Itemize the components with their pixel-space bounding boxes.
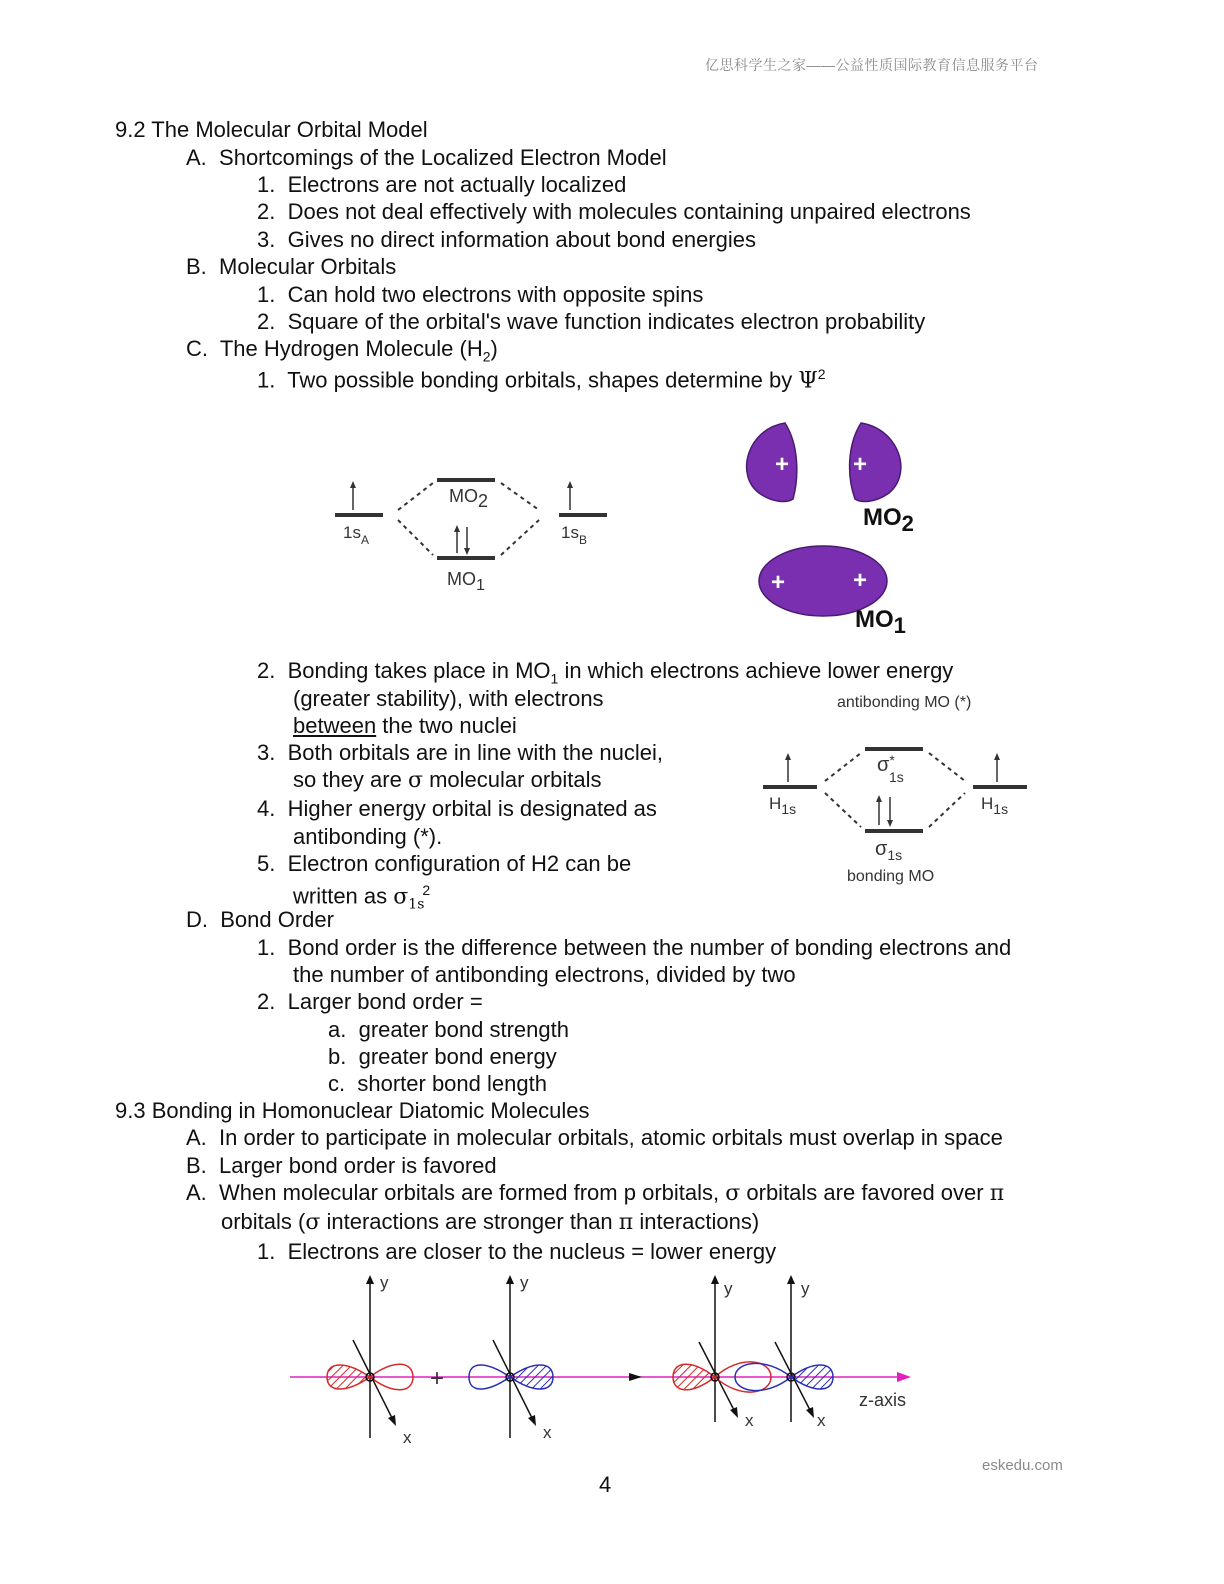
arrowhead <box>506 1275 514 1284</box>
mo2-lobe-left <box>747 423 797 501</box>
plus-sign: + <box>853 567 868 594</box>
arrowhead <box>464 548 470 555</box>
y-label: y <box>520 1273 529 1292</box>
list-item <box>257 281 703 308</box>
marker: C. <box>186 336 208 361</box>
red-hatched-lobe <box>673 1364 715 1390</box>
sub-item <box>328 1070 547 1097</box>
arrowhead <box>887 820 893 827</box>
sub-item <box>328 1043 557 1070</box>
sigma-symbol: σ <box>305 1210 321 1235</box>
x-label: x <box>745 1411 754 1430</box>
list-item <box>257 795 657 822</box>
outline-A <box>186 144 667 171</box>
item-text: written as <box>293 883 394 909</box>
item-text: Square of the orbital's wave function indicates electron probability <box>287 309 926 334</box>
marker: A. <box>186 1180 207 1205</box>
x-label: x <box>543 1423 552 1442</box>
sigma-star-label: σ* <box>877 752 895 776</box>
item-number: 1. <box>257 1239 276 1264</box>
sigma-symbol: σ <box>407 768 423 793</box>
outline-text: interactions are stronger than <box>320 1209 619 1234</box>
item-text: Bonding takes place in MO <box>287 658 551 683</box>
superscript: 2 <box>422 882 431 898</box>
outline-text: Bond Order <box>220 907 334 932</box>
connector-dash <box>929 793 965 827</box>
item-continuation <box>293 766 602 794</box>
pi-symbol: π <box>989 1181 1005 1206</box>
psi-symbol: Ψ <box>798 368 818 394</box>
item-number: 2. <box>257 309 276 334</box>
orbital-shapes-figure <box>735 415 935 640</box>
outline-text: In order to participate in molecular orbitals, atomic orbitals must overlap in space <box>219 1125 1003 1150</box>
item-number: 4. <box>257 796 276 821</box>
marker: D. <box>186 907 208 932</box>
arrowhead <box>454 525 460 532</box>
item-letter: b. <box>328 1044 347 1069</box>
sigma-symbol: σ <box>393 884 409 910</box>
item-text: Electron configuration of H2 can be <box>287 851 632 876</box>
list-item <box>257 739 663 766</box>
item-text: molecular orbitals <box>422 767 602 792</box>
list-item <box>257 361 825 394</box>
pi-symbol: π <box>618 1210 634 1235</box>
y-label: y <box>724 1279 733 1298</box>
item-number: 2. <box>257 989 276 1014</box>
outline-text: Shortcomings of the Localized Electron Model <box>219 145 667 170</box>
arrowhead <box>787 1275 795 1284</box>
z-axis-arrowhead <box>897 1372 911 1382</box>
item-text: Larger bond order = <box>287 989 483 1014</box>
arrowhead <box>388 1415 396 1426</box>
connector-dash <box>825 753 861 781</box>
sigma-star-subscript: 1s <box>889 769 904 785</box>
item-text: Two possible bonding orbitals, shapes determine by <box>287 367 799 393</box>
item-number: 1. <box>257 367 276 393</box>
underlined-word: between <box>293 713 377 738</box>
list-item <box>257 198 971 225</box>
h1s-left-label: $H_{1s}$ <box>769 794 797 817</box>
x-label: x <box>403 1428 412 1447</box>
item-text: the two nuclei <box>376 713 517 738</box>
item-number: 2. <box>257 658 276 683</box>
list-item <box>257 988 483 1015</box>
section-title-9-3: 9.3 Bonding in Homonuclear Diatomic Molecules <box>115 1098 590 1123</box>
marker: A. <box>186 145 207 170</box>
arrowhead <box>730 1407 738 1418</box>
arrowhead <box>567 481 573 488</box>
sigma-bond-label: $\sigma_{1s}$ <box>875 838 903 863</box>
arrowhead <box>366 1275 374 1284</box>
outline-B <box>186 253 396 280</box>
red-hatched-lobe <box>327 1365 370 1389</box>
mo1-label: MO1 <box>447 569 485 594</box>
list-item <box>257 1238 776 1265</box>
outline-text: When molecular orbitals are formed from p orbitals, <box>219 1180 726 1205</box>
outline-B <box>186 1152 497 1179</box>
y-label: y <box>380 1273 389 1292</box>
connector-dash <box>929 753 965 781</box>
outline-text: Larger bond order is favored <box>219 1153 497 1178</box>
item-number: 5. <box>257 851 276 876</box>
item-text: Higher energy orbital is designated as <box>287 796 657 821</box>
plus-operator: + <box>430 1365 445 1392</box>
arrowhead <box>806 1407 814 1418</box>
arrowhead <box>350 481 356 488</box>
item-letter: c. <box>328 1071 346 1096</box>
superscript: 2 <box>817 366 826 382</box>
item-continuation: (greater stability), with electrons <box>293 686 604 711</box>
item-text: Bond order is the difference between the number of bonding electrons and <box>287 935 1012 960</box>
connector-dash <box>398 520 433 555</box>
plus-sign: + <box>771 569 786 596</box>
arrowhead <box>785 753 791 760</box>
item-text: Does not deal effectively with molecules containing unpaired electrons <box>287 199 971 224</box>
sigma-symbol: σ <box>725 1181 741 1206</box>
item-text: Electrons are closer to the nucleus = lower energy <box>287 1239 777 1264</box>
list-item <box>257 308 925 335</box>
outline-A2 <box>186 1179 1004 1207</box>
marker: B. <box>186 254 207 279</box>
bonding-label: bonding MO <box>847 868 935 885</box>
arrowhead <box>711 1275 719 1284</box>
item-number: 3. <box>257 740 276 765</box>
marker: B. <box>186 1153 207 1178</box>
z-axis-label: z-axis <box>859 1390 907 1410</box>
outline-continuation <box>221 1208 759 1236</box>
item-continuation: the number of antibonding electrons, divided by two <box>293 962 796 987</box>
item-text: Gives no direct information about bond energies <box>287 227 756 252</box>
outline-text: orbitals ( <box>221 1209 306 1234</box>
h2-sigma-diagram <box>755 685 1045 890</box>
item-text: Both orbitals are in line with the nuclei, <box>287 740 664 765</box>
y-label: y <box>801 1279 810 1298</box>
plus-sign: + <box>853 451 868 478</box>
item-text: so they are <box>293 767 408 792</box>
mo2-shape-label: MO2 <box>863 504 914 536</box>
connector-dash <box>825 793 861 827</box>
p-orbital-overlap-figure <box>285 1270 915 1450</box>
item-text: Can hold two electrons with opposite spins <box>287 282 704 307</box>
connector-dash <box>398 483 433 510</box>
header-watermark: 亿思科学生之家——公益性质国际教育信息服务平台 <box>705 57 1039 73</box>
subscript: 2 <box>482 348 491 365</box>
outline-A <box>186 1124 1003 1151</box>
item-continuation <box>293 712 517 739</box>
1sA-label: $1s_A$ <box>343 523 369 547</box>
list-item <box>257 171 626 198</box>
item-text: greater bond energy <box>358 1044 557 1069</box>
item-number: 3. <box>257 227 276 252</box>
footer-site: eskedu.com <box>982 1457 1063 1474</box>
connector-dash <box>501 520 539 555</box>
item-number: 1. <box>257 935 276 960</box>
item-number: 1. <box>257 172 276 197</box>
outline-text: interactions) <box>633 1209 760 1234</box>
connector-dash <box>501 483 539 510</box>
section-title-9-2: 9.2 The Molecular Orbital Model <box>115 117 428 142</box>
arrowhead <box>528 1415 536 1426</box>
item-continuation: antibonding (*). <box>293 824 443 849</box>
item-number: 1. <box>257 282 276 307</box>
arrowhead <box>994 753 1000 760</box>
item-letter: a. <box>328 1017 347 1042</box>
outline-text: orbitals are favored over <box>740 1180 990 1205</box>
list-item <box>257 226 756 253</box>
h1s-right-label: $H_{1s}$ <box>981 794 1009 817</box>
item-number: 2. <box>257 199 276 224</box>
item-text: shorter bond length <box>357 1071 547 1096</box>
outline-text: ) <box>490 336 498 361</box>
outline-text: The Hydrogen Molecule (H <box>219 336 483 361</box>
1sB-label: $1s_B$ <box>561 523 587 547</box>
item-text: Electrons are not actually localized <box>287 172 627 197</box>
plus-sign: + <box>775 451 790 478</box>
mo1-shape-label: MO1 <box>855 606 906 638</box>
mo-energy-diagram <box>325 465 610 600</box>
subscript: 1s <box>408 896 425 913</box>
subscript: 1 <box>550 670 559 687</box>
arrowhead <box>876 795 882 802</box>
marker: A. <box>186 1125 207 1150</box>
page-number: 4 <box>599 1472 612 1497</box>
list-item <box>257 850 631 877</box>
list-item <box>257 934 1011 961</box>
outline-text: Molecular Orbitals <box>219 254 397 279</box>
item-text: in which electrons achieve lower energy <box>558 658 954 683</box>
antibonding-label: antibonding MO (*) <box>837 694 972 711</box>
item-text: greater bond strength <box>358 1017 569 1042</box>
sub-item <box>328 1016 569 1043</box>
mo2-label: MO2 <box>449 486 489 511</box>
x-label: x <box>817 1411 826 1430</box>
outline-D <box>186 906 334 933</box>
reaction-arrow <box>629 1373 642 1381</box>
